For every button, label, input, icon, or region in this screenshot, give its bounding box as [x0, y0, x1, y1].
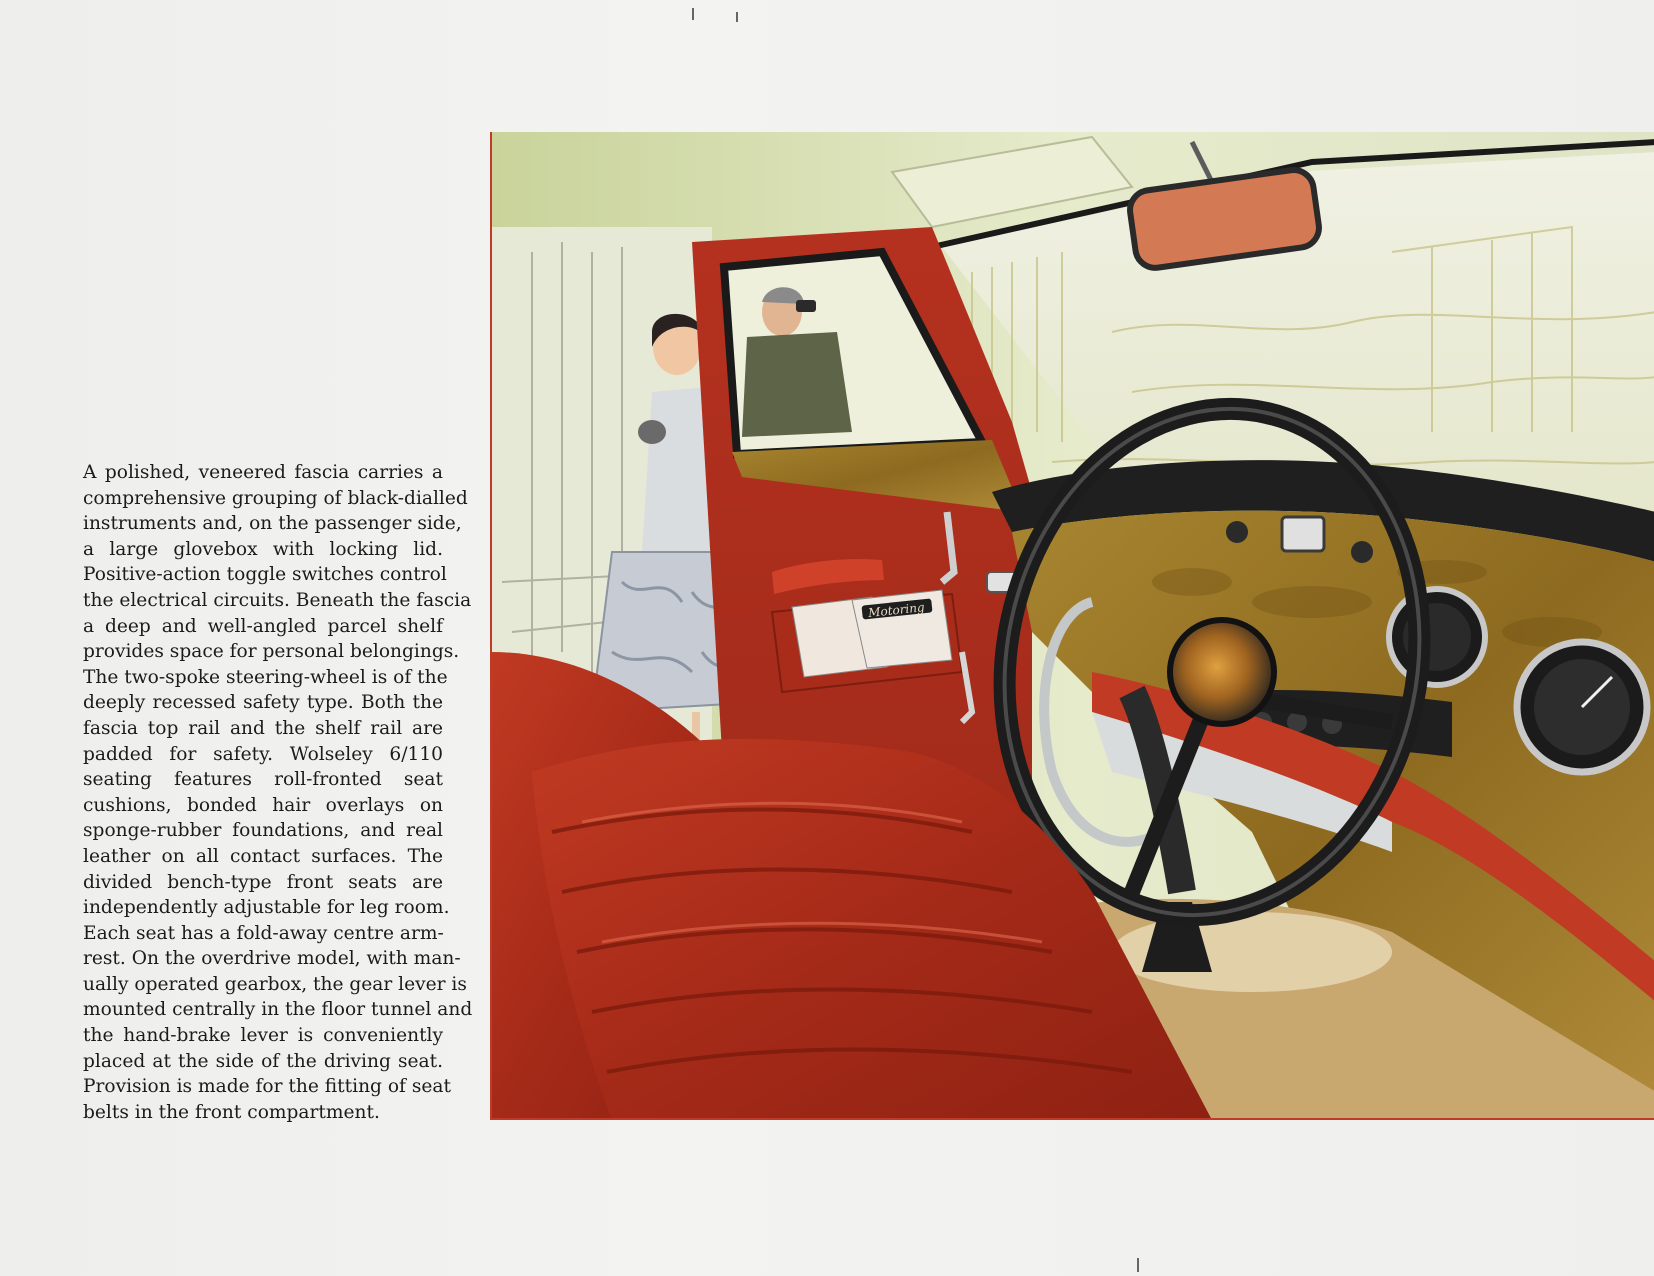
text-line: provides space for personal belongings. [83, 641, 460, 663]
text-line: Each seat has a fold-away centre arm- [83, 922, 444, 944]
text-line: fascia top rail and the shelf rail are [83, 717, 443, 739]
magazine-logo: Motoring [867, 600, 926, 620]
text-line: placed at the side of the driving seat. [83, 1050, 443, 1072]
text-line: The two-spoke steering-wheel is of the [83, 666, 448, 688]
text-line: leather on all contact surfaces. The [83, 845, 443, 867]
description-paragraph [83, 460, 473, 1125]
text-line: seating features roll-fronted seat [83, 769, 443, 791]
text-line: A polished, veneered fascia carries a [83, 462, 443, 483]
text-line: divided bench-type front seats are [83, 871, 443, 893]
print-speck [1137, 1258, 1139, 1272]
text-line: belts in the front compartment. [83, 1101, 380, 1123]
text-line: independently adjustable for leg room. [83, 897, 450, 919]
text-line: comprehensive grouping of black-dialled [83, 487, 468, 509]
text-line: sponge-rubber foundations, and real [83, 820, 443, 842]
text-line: the hand-brake lever is conveniently [83, 1025, 443, 1047]
text-line: cushions, bonded hair overlays on [83, 794, 443, 816]
print-speck [692, 8, 694, 20]
text-line: a large glovebox with locking lid. [83, 538, 443, 560]
text-line: mounted centrally in the floor tunnel and [83, 999, 473, 1021]
text-line: rest. On the overdrive model, with man- [83, 948, 461, 970]
text-line: ually operated gearbox, the gear lever is [83, 973, 467, 995]
text-line: Provision is made for the fitting of seat [83, 1076, 451, 1098]
text-line: the electrical circuits. Beneath the fascia [83, 589, 472, 611]
car-interior-illustration [490, 132, 1654, 1120]
text-line: padded for safety. Wolseley 6/110 [83, 743, 443, 765]
text-line: instruments and, on the passenger side, [83, 513, 462, 535]
horn-boss [1170, 620, 1274, 724]
text-line: a deep and well-angled parcel shelf [83, 615, 443, 637]
text-line: deeply recessed safety type. Both the [83, 692, 443, 714]
print-speck [736, 12, 738, 22]
text-line: Positive-action toggle switches control [83, 564, 447, 586]
